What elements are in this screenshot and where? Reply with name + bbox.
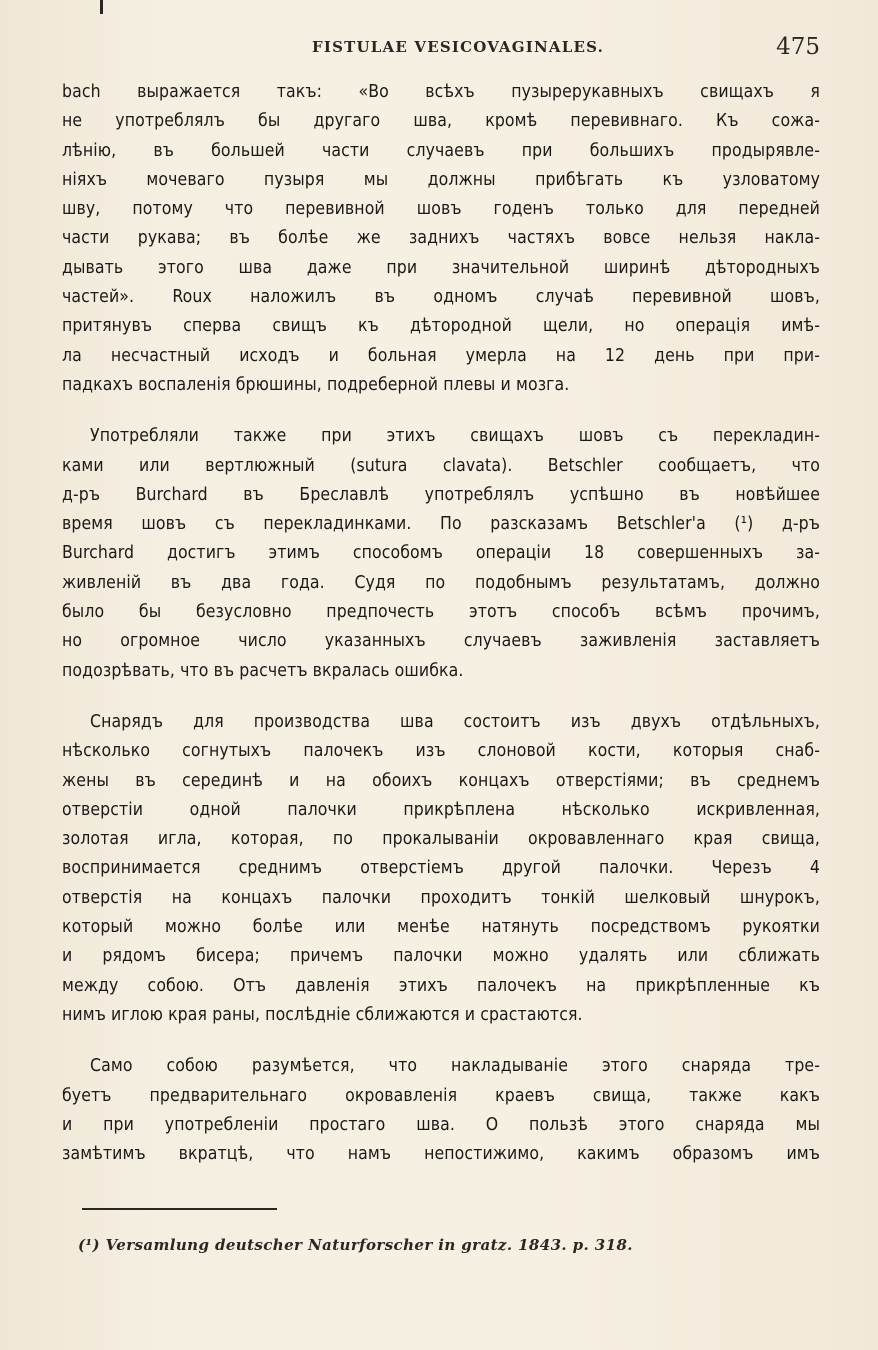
text-line: шву, потому что перевивной шовъ годенъ только для передней [62, 199, 820, 220]
footnote: (¹) Versamlung deutscher Naturforscher in gratz. 1843. p. 318. [78, 1236, 633, 1254]
text-line: было бы безусловно предпочесть этотъ способъ всѣмъ прочимъ, [62, 602, 820, 623]
text-line: золотая игла, которая, по прокалываніи окровавленнаго края свища, [62, 829, 820, 850]
text-line: д-ръ Burchard въ Бреславлѣ употреблялъ успѣшно въ новѣйшее [62, 484, 820, 505]
text-line: Burchard достигъ этимъ способомъ операціи 18 совершенныхъ за- [62, 543, 820, 564]
text-line: притянувъ сперва свищъ къ дѣтородной щели, но операція имѣ- [62, 316, 820, 337]
text-line: отверстія на концахъ палочки проходитъ тонкій шелковый шнурокъ, [62, 887, 820, 908]
paragraph-1 [62, 78, 820, 400]
margin-mark [100, 0, 103, 14]
running-title: FISTULAE VESICOVAGINALES. [312, 38, 605, 56]
text-line: замѣтимъ вкратцѣ, что намъ непостижимо, какимъ образомъ имъ [62, 1144, 820, 1165]
paragraph-3 [62, 708, 820, 1030]
text-line: лѣнію, въ большей части случаевъ при большихъ продырявле- [62, 140, 820, 161]
text-line: Само собою разумѣется, что накладываніе этого снаряда тре- [90, 1056, 820, 1077]
text-line: Употребляли также при этихъ свищахъ шовъ съ перекладин- [90, 426, 820, 447]
page-number: 475 [776, 34, 820, 60]
text-line: живленій въ два года. Судя по подобнымъ результатамъ, должно [62, 572, 820, 593]
text-line: время шовъ съ перекладинками. По разсказамъ Betschler'a (¹) д-ръ [62, 514, 820, 535]
text-line: между собою. Отъ давленія этихъ палочекъ на прикрѣпленные къ [62, 975, 820, 996]
footnote-divider [82, 1208, 277, 1210]
text-line: который можно болѣе или менѣе натянуть посредствомъ рукоятки [62, 917, 820, 938]
text-line: буетъ предварительнаго окровавленія краевъ свища, также какъ [62, 1085, 820, 1106]
paragraph-2 [62, 422, 820, 686]
text-line: подозрѣвать, что въ расчетъ вкралась ошибка. [62, 660, 464, 681]
text-line: воспринимается среднимъ отверстіемъ другой палочки. Черезъ 4 [62, 858, 820, 879]
text-line: жены въ серединѣ и на обоихъ концахъ отверстіями; въ среднемъ [62, 770, 820, 791]
text-line: частей». Roux наложилъ въ одномъ случаѣ перевивной шовъ, [62, 287, 820, 308]
text-line: ніяхъ мочеваго пузыря мы должны прибѣгать къ узловатому [62, 169, 820, 190]
paragraph-4 [62, 1052, 820, 1169]
text-line: отверстіи одной палочки прикрѣплена нѣсколько искривленная, [62, 799, 820, 820]
text-line: и при употребленіи простаго шва. О пользѣ этого снаряда мы [62, 1114, 820, 1135]
text-line: Снарядъ для производства шва состоитъ изъ двухъ отдѣльныхъ, [90, 711, 820, 732]
text-line: падкахъ воспаленія брюшины, подреберной плевы и мозга. [62, 374, 570, 395]
text-line: bach выражается такъ: «Во всѣхъ пузырерукавныхъ свищахъ я [62, 82, 820, 102]
text-line: нѣсколько согнутыхъ палочекъ изъ слоновой кости, которыя снаб- [62, 741, 820, 762]
text-line: но огромное число указанныхъ случаевъ заживленія заставляетъ [62, 631, 820, 652]
text-line: дывать этого шва даже при значительной ширинѣ дѣтородныхъ [62, 257, 820, 278]
text-line: ками или вертлюжный (sutura clavata). Betschler сообщаетъ, что [62, 455, 820, 476]
text-line: нимъ иглою края раны, послѣдніе сближаются и срастаются. [62, 1004, 583, 1025]
text-line: части рукава; въ болѣе же заднихъ частяхъ вовсе нельзя накла- [62, 228, 820, 249]
text-line: не употреблялъ бы другаго шва, кромѣ перевивнаго. Къ сожа- [62, 111, 820, 132]
text-line: ла несчастный исходъ и больная умерла на 12 день при при- [62, 345, 820, 366]
body-text [62, 78, 820, 1191]
text-line: и рядомъ бисера; причемъ палочки можно удалять или сближать [62, 946, 820, 967]
